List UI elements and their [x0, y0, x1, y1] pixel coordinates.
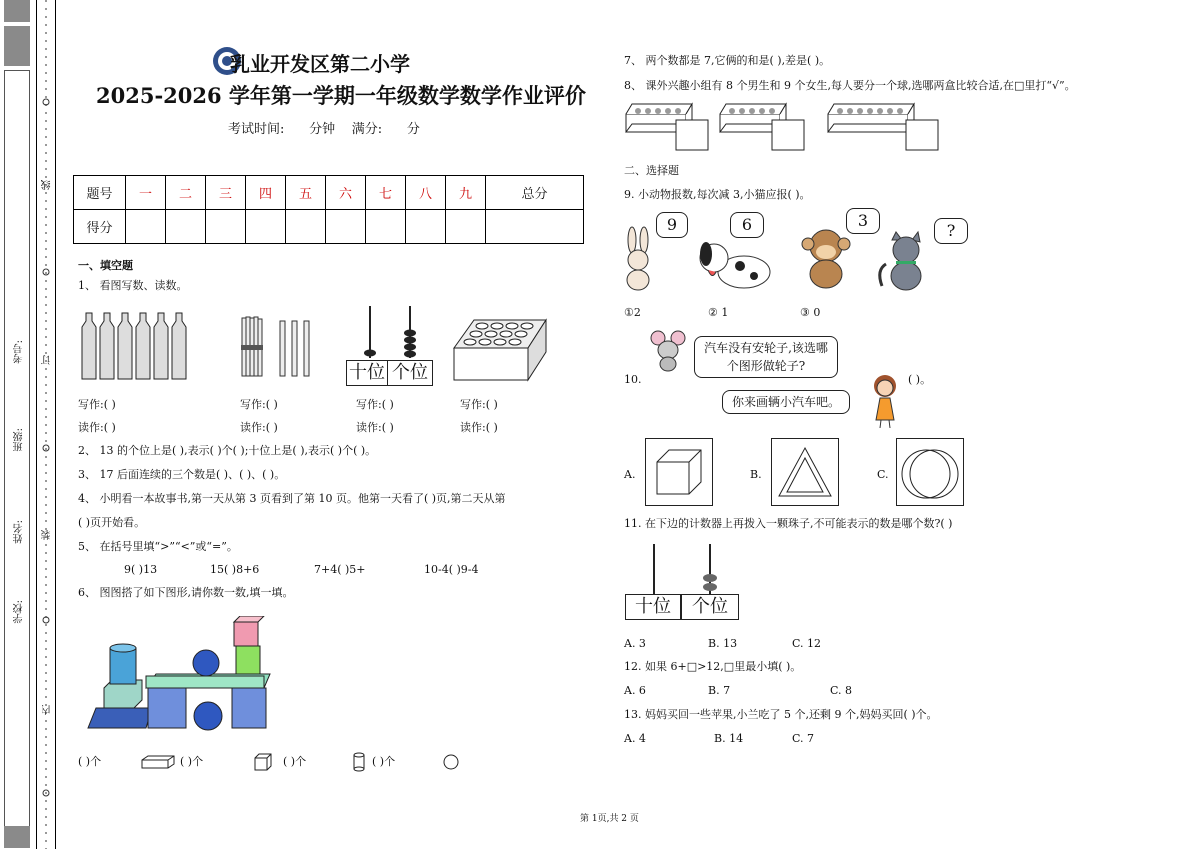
score-cell[interactable] [326, 210, 366, 244]
ball-boxes-icon [624, 100, 944, 152]
score-cell[interactable] [366, 210, 406, 244]
question-2: 2、 13 的个位上是( ),表示( )个( );十位上是( ),表示( )个( )。 [78, 444, 377, 457]
question-12: 12. 如果 6+□>12,□里最小填( )。 [624, 660, 802, 673]
score-table [73, 175, 584, 244]
option-item[interactable]: C. 12 [792, 637, 822, 650]
option-item[interactable]: ①2 [624, 306, 641, 319]
compare-item[interactable]: 15( )8+6 [210, 563, 260, 576]
column-header: 九 [446, 176, 486, 210]
abacus-tens-label: 十位 [346, 360, 388, 386]
score-cell[interactable] [486, 210, 584, 244]
cat-icon [874, 230, 938, 292]
building-blocks-icon [86, 616, 272, 732]
column-header: 二 [166, 176, 206, 210]
column-header: 七 [366, 176, 406, 210]
q6-answer-blank[interactable]: ( )个 [372, 755, 396, 768]
question-7: 7、 两个数都是 7,它俩的和是( ),差是( )。 [624, 54, 831, 67]
question-3: 3、 17 后面连续的三个数是( )、( )、( )。 [78, 468, 286, 481]
cube-shape-option-icon[interactable] [645, 438, 713, 506]
abacus-ones-label: 个位 [681, 594, 739, 620]
option-item[interactable]: ③ 0 [800, 306, 821, 319]
gutter-gray-block [4, 826, 30, 848]
column-header: 八 [406, 176, 446, 210]
option-label[interactable]: C. [877, 468, 889, 481]
option-item[interactable]: B. 7 [708, 684, 731, 697]
number-label: 考号: [14, 340, 25, 364]
girl-icon [868, 372, 902, 430]
binding-gutter [0, 0, 58, 849]
option-item[interactable]: C. 7 [792, 732, 815, 745]
gutter-gray-block [4, 26, 30, 66]
compare-item[interactable]: 10-4( )9-4 [424, 563, 479, 576]
q6-answer-blank[interactable]: ( )个 [78, 755, 102, 768]
column-header: 六 [326, 176, 366, 210]
speech-bubble: 你来画辆小汽车吧。 [722, 390, 850, 414]
option-item[interactable]: B. 14 [714, 732, 744, 745]
score-cell[interactable] [446, 210, 486, 244]
q6-answer-blank[interactable]: ( )个 [283, 755, 307, 768]
school-name: 乳业开发区第二小学 [230, 52, 410, 76]
read-blank[interactable]: 读作:( ) [240, 421, 278, 434]
question-11: 11. 在下边的计数器上再拨入一颗珠子,不可能表示的数是哪个数?( ) [624, 517, 953, 530]
section-title: 一、填空题 [78, 259, 133, 272]
speech-bubble: 汽车没有安轮子,该选哪个图形做轮子? [694, 336, 838, 378]
read-blank[interactable]: 读作:( ) [356, 421, 394, 434]
exam-title: 2025-2026 学年第一学期一年级数学数学作业评价 [96, 83, 586, 108]
fold-mark: 装 [42, 530, 53, 540]
compare-item[interactable]: 7+4( )5+ [314, 563, 366, 576]
column-header: 一 [126, 176, 166, 210]
write-blank[interactable]: 写作:( ) [78, 398, 116, 411]
abacus-tens-label: 十位 [625, 594, 681, 620]
class-label: 班级: [14, 428, 25, 452]
write-blank[interactable]: 写作:( ) [356, 398, 394, 411]
column-header: 四 [246, 176, 286, 210]
row-label: 题号 [74, 176, 126, 210]
monkey-icon [794, 226, 858, 290]
question-13: 13. 妈妈买回一些苹果,小兰吃了 5 个,还剩 9 个,妈妈买回( )个。 [624, 708, 938, 721]
read-blank[interactable]: 读作:( ) [78, 421, 116, 434]
fold-mark: 内 [42, 705, 53, 715]
fold-line-icon [37, 0, 55, 849]
score-cell[interactable] [206, 210, 246, 244]
question-9: 9. 小动物报数,每次减 3,小猫应报( )。 [624, 188, 811, 201]
q6-answer-blank[interactable]: ( )个 [180, 755, 204, 768]
sphere-icon [442, 753, 460, 771]
score-cell[interactable] [286, 210, 326, 244]
total-header: 总分 [486, 176, 584, 210]
question-4: 4、 小明看一本故事书,第一天从第 3 页看到了第 10 页。他第一天看了( )页,第二天从第 [78, 492, 506, 505]
write-blank[interactable]: 写作:( ) [240, 398, 278, 411]
question-1: 1、 看图写数、读数。 [78, 279, 188, 292]
score-cell[interactable] [166, 210, 206, 244]
fold-mark: 订 [42, 355, 53, 365]
option-label[interactable]: B. [750, 468, 762, 481]
cube-icon [253, 752, 273, 772]
gutter-gray-block [4, 0, 30, 22]
exam-info: 考试时间: 分钟 满分: 分 [228, 122, 420, 137]
abacus-ones-label: 个位 [387, 360, 433, 386]
column-header: 三 [206, 176, 246, 210]
speech-bubble: ? [934, 218, 968, 244]
circle-shape-option-icon[interactable] [896, 438, 964, 506]
question-8: 8、 课外兴趣小组有 8 个男生和 9 个女生,每人要分一个球,选哪两盒比较合适,在□里打“√”。 [624, 79, 1076, 92]
name-label: 姓名: [14, 520, 25, 544]
gutter-dotted-line [36, 0, 56, 849]
section-title: 二、选择题 [624, 164, 679, 177]
triangle-shape-option-icon[interactable] [771, 438, 839, 506]
compare-item[interactable]: 9( )13 [124, 563, 158, 576]
cylinder-icon [352, 752, 366, 772]
table-row [74, 176, 584, 210]
option-item[interactable]: A. 6 [624, 684, 646, 697]
dog-icon [694, 236, 776, 296]
bottles-icon [80, 308, 192, 382]
score-cell[interactable] [246, 210, 286, 244]
column-header: 五 [286, 176, 326, 210]
answer-blank[interactable]: ( )。 [908, 373, 932, 386]
speech-bubble: 3 [846, 208, 880, 234]
sticks-icon [240, 315, 312, 379]
counter-abacus-icon [624, 544, 740, 596]
row-label: 得分 [74, 210, 126, 244]
read-blank[interactable]: 读作:( ) [460, 421, 498, 434]
rabbit-icon [620, 226, 656, 292]
option-item[interactable]: B. 13 [708, 637, 738, 650]
page-footer: 第 1页,共 2 页 [580, 814, 639, 824]
option-label[interactable]: A. [624, 468, 636, 481]
box-of-cans-icon [452, 318, 548, 382]
school-label: 学校: [14, 600, 25, 624]
question-5: 5、 在括号里填“>”“<”或“=”。 [78, 540, 238, 553]
speech-bubble: 9 [656, 212, 688, 238]
option-item[interactable]: A. 4 [624, 732, 646, 745]
speech-bubble: 6 [730, 212, 764, 238]
mouse-icon [648, 330, 688, 372]
option-item[interactable]: C. 8 [830, 684, 853, 697]
fold-mark: 线 [42, 180, 53, 190]
score-cell[interactable] [126, 210, 166, 244]
question-6: 6、 图图搭了如下图形,请你数一数,填一填。 [78, 586, 294, 599]
table-row [74, 210, 584, 244]
option-item[interactable]: ② 1 [708, 306, 729, 319]
write-blank[interactable]: 写作:( ) [460, 398, 498, 411]
question-4-cont: ( )页开始看。 [78, 516, 146, 529]
question-10-number: 10. [624, 373, 642, 386]
option-item[interactable]: A. 3 [624, 637, 646, 650]
score-cell[interactable] [406, 210, 446, 244]
abacus-icon [346, 306, 436, 362]
cuboid-icon [140, 754, 176, 770]
